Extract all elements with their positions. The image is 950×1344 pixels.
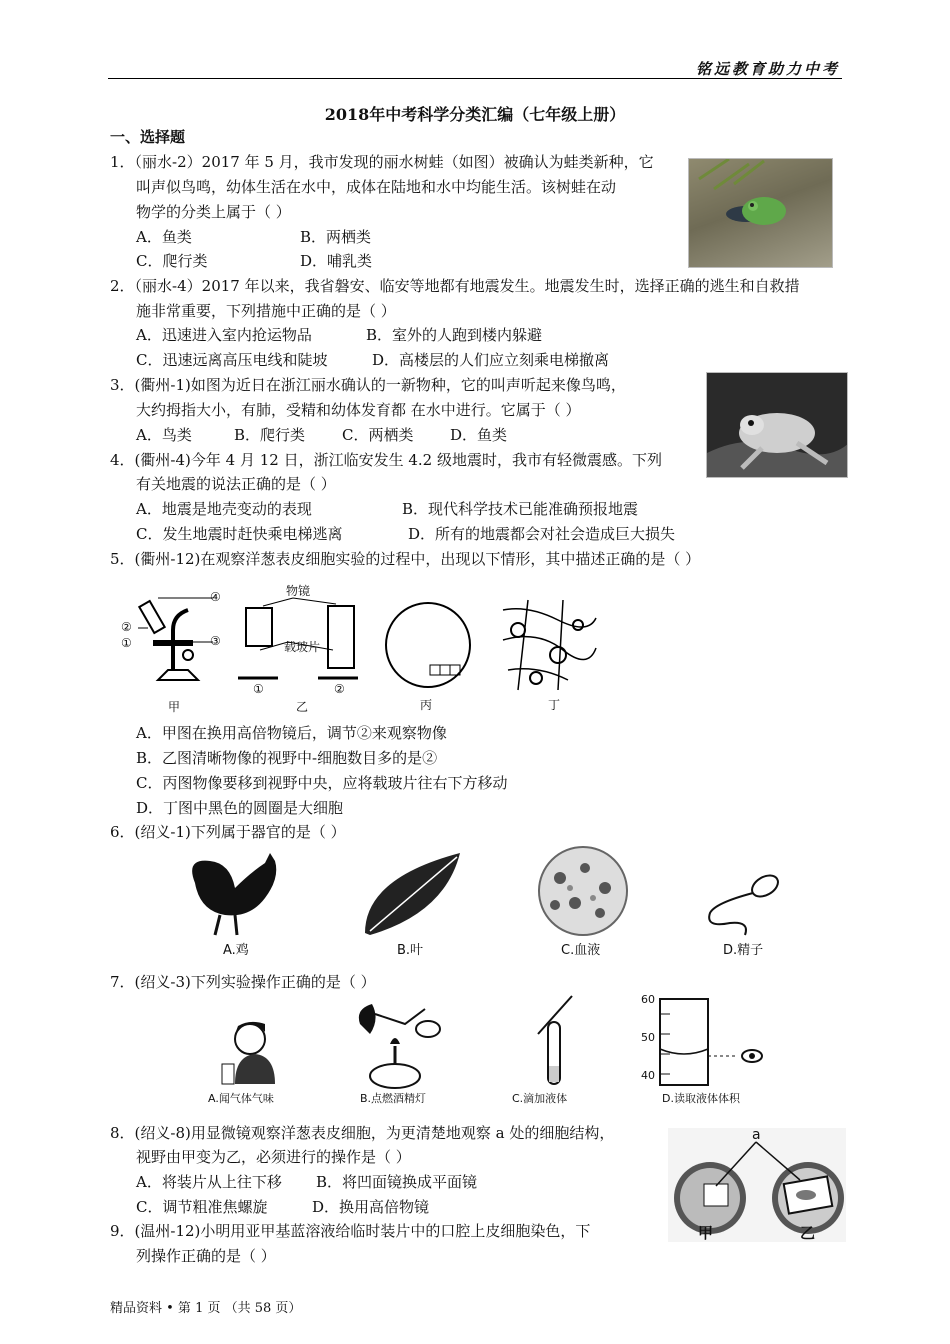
q1-line3: 物学的分类上属于（ ） [136,203,291,221]
label-a: a [752,1127,761,1143]
q1-option-a: A．鱼类 [136,228,192,246]
tick-40: 40 [641,1069,655,1082]
label-2: ② [121,620,132,634]
tick-50: 50 [641,1031,655,1044]
onion-cell-view-figure [668,1128,846,1242]
q5-option-a: A．甲图在换用高倍物镜后，调节②来观察物像 [136,724,447,742]
new-species-frog-photo [706,372,848,478]
caption-read: D.读取液体体积 [662,1092,740,1105]
q8-option-b: B．将凹面镜换成平面镜 [316,1173,478,1191]
tree-frog-photo [688,158,833,268]
q8-option-c: C．调节粗准焦螺旋 [136,1198,268,1216]
label-yi-2: ② [334,682,345,696]
header-rule [108,78,842,79]
q4-line2: 有关地震的说法正确的是（ ） [136,475,336,493]
q3-option-a: A．鸟类 [136,426,192,444]
q2-option-c: C．迅速远离高压电线和陡坡 [136,351,328,369]
page-footer: 精品资料 • 第 1 页 （共 58 页） [110,1301,302,1316]
caption-smell: A.闻气体气味 [208,1092,274,1105]
label-bing: 丙 [420,698,433,712]
lab-operation-figure [200,994,780,1106]
q5-option-c: C．丙图物像要移到视野中央，应将载玻片往右下方移动 [136,774,508,792]
q8-line1: 8．(绍义-8)用显微镜观察洋葱表皮细胞，为更清楚地观察 a 处的细胞结构， [110,1124,615,1142]
q3-line1: 3．(衢州-1)如图为近日在浙江丽水确认的一新物种，它的叫声听起来像鸟鸣， [110,376,626,394]
label-1: ① [121,636,132,650]
q3-option-b: B．爬行类 [234,426,306,444]
q2-option-b: B．室外的人跑到楼内躲避 [366,326,543,344]
label-objective: 物镜 [286,584,311,598]
q2-line1: 2．（丽水-4）2017 年以来，我省磐安、临安等地都有地震发生。地震发生时，选择正确的逃生和自救措 [110,277,800,295]
caption-lamp: B.点燃酒精灯 [360,1092,427,1105]
label-3: ③ [210,634,221,648]
q9-line2: 列操作正确的是（ ） [136,1247,276,1265]
q1-line2: 叫声似鸟鸣，幼体生活在水中，成体在陆地和水中均能生活。该树蛙在动 [136,178,617,196]
label-jia: 甲 [168,700,181,714]
q3-option-d: D．鱼类 [450,426,508,444]
q4-line1: 4．(衢州-4)今年 4 月 12 日，浙江临安发生 4.2 级地震时，我市有轻微震感。下列 [110,451,662,469]
q3-option-c: C．两栖类 [342,426,414,444]
q7-line1: 7．(绍义-3)下列实验操作正确的是（ ） [110,973,376,991]
microscope-figure [118,580,598,715]
caption-d: D.精子 [723,943,764,958]
section-heading: 一、选择题 [110,128,186,146]
caption-drop: C.滴加液体 [512,1092,568,1105]
header-slogan: 铭远教育助力中考 [695,60,840,78]
q2-option-d: D．高楼层的人们应立刻乘电梯撤离 [372,351,610,369]
organ-figure [175,843,795,961]
label-yi: 乙 [296,700,309,714]
q1-option-c: C．爬行类 [136,252,208,270]
caption-b: B.叶 [397,943,424,958]
page-title: 2018年中考科学分类汇编（七年级上册） [324,105,626,124]
label-slide: 载玻片 [284,640,321,654]
label-yi-1: ① [253,682,264,696]
q6-line1: 6．(绍义-1)下列属于器官的是（ ） [110,823,346,841]
q5-option-b: B．乙图清晰物像的视野中-细胞数目多的是② [136,749,438,767]
q5-line1: 5．(衢州-12)在观察洋葱表皮细胞实验的过程中，出现以下情形，其中描述正确的是（ ） [110,550,701,568]
q4-option-a: A．地震是地壳变动的表现 [136,500,312,518]
label-yi-view: 乙 [800,1224,816,1242]
q4-option-d: D．所有的地震都会对社会造成巨大损失 [408,525,676,543]
q1-line1: 1．（丽水-2）2017 年 5 月，我市发现的丽水树蛙（如图）被确认为蛙类新种，它 [110,153,654,171]
q5-option-d: D．丁图中黑色的圆圈是大细胞 [136,799,344,817]
q3-line2: 大约拇指大小，有肺，受精和幼体发育都 在水中进行。它属于（ ） [136,401,581,419]
q1-option-b: B．两栖类 [300,228,372,246]
q9-line1: 9．(温州-12)小明用亚甲基蓝溶液给临时装片中的口腔上皮细胞染色，下 [110,1222,591,1240]
q4-option-c: C．发生地震时赶快乘电梯逃离 [136,525,343,543]
caption-a: A.鸡 [223,943,249,958]
q2-option-a: A．迅速进入室内抢运物品 [136,326,312,344]
label-4: ④ [210,590,221,604]
q8-option-a: A．将装片从上往下移 [136,1173,282,1191]
q8-option-d: D．换用高倍物镜 [312,1198,430,1216]
q4-option-b: B．现代科学技术已能准确预报地震 [402,500,639,518]
q2-line2: 施非常重要，下列措施中正确的是（ ） [136,302,396,320]
caption-c: C.血液 [561,943,601,958]
label-jia-view: 甲 [698,1224,714,1242]
q1-option-d: D．哺乳类 [300,252,373,270]
tick-60: 60 [641,993,655,1006]
label-ding: 丁 [548,698,561,712]
q8-line2: 视野由甲变为乙，必须进行的操作是（ ） [136,1148,411,1166]
